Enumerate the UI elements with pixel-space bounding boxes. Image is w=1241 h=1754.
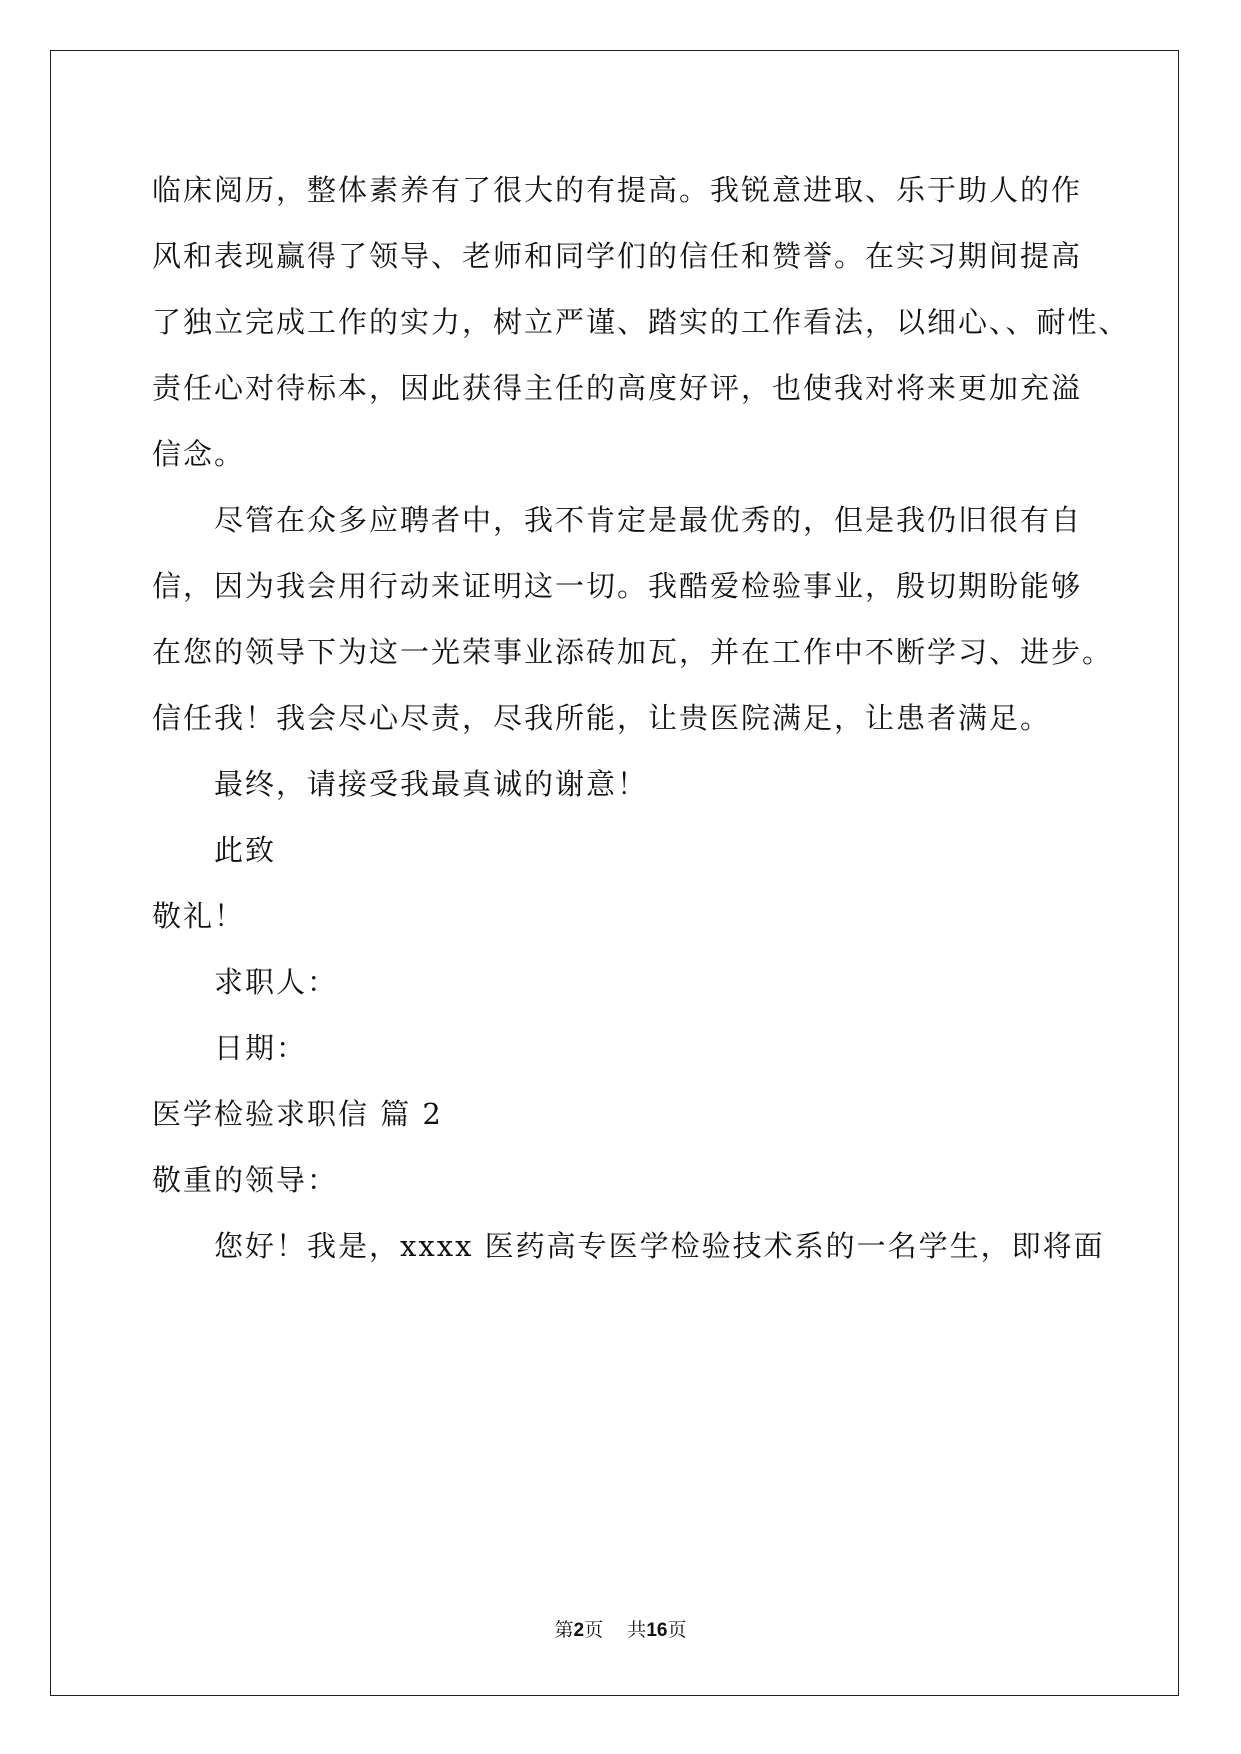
total-unit: 页	[667, 1619, 687, 1641]
text-line: 尽管在众多应聘者中，我不肯定是最优秀的，但是我仍旧很有自	[214, 503, 1083, 537]
text-line: 敬礼！	[152, 899, 246, 933]
total-pages: 16	[646, 1620, 668, 1641]
text-line: 求职人：	[214, 965, 339, 999]
text-line: 在您的领导下为这一光荣事业添砖加瓦，并在工作中不断学习、进步。	[152, 635, 1114, 669]
text-line: 临床阅历，整体素养有了很大的有提高。我锐意进取、乐于助人的作	[152, 173, 1083, 207]
page-footer	[0, 1615, 1241, 1642]
text-line: 信念。	[152, 437, 246, 471]
text-line: 了独立完成工作的实力，树立严谨、踏实的工作看法，以细心、、耐性、	[152, 305, 1130, 339]
text-line: 信，因为我会用行动来证明这一切。我酷爱检验事业，殷切期盼能够	[152, 569, 1083, 603]
page-number: 2	[573, 1620, 585, 1641]
text-line: 您好！我是，xxxx 医药高专医学检验技术系的一名学生，即将面	[214, 1229, 1105, 1263]
text-line: 敬重的领导：	[152, 1163, 339, 1197]
text-line: 最终，请接受我最真诚的谢意！	[214, 767, 649, 801]
text-line: 信任我！我会尽心尽责，尽我所能，让贵医院满足，让患者满足。	[152, 701, 1052, 735]
page-unit: 页	[584, 1619, 604, 1641]
text-line: 此致	[214, 833, 277, 867]
text-line: 责任心对待标本，因此获得主任的高度好评，也使我对将来更加充溢	[152, 371, 1083, 405]
section-heading: 医学检验求职信 篇 2	[152, 1097, 443, 1131]
text-line: 风和表现赢得了领导、老师和同学们的信任和赞誉。在实习期间提高	[152, 239, 1083, 273]
total-prefix: 共	[627, 1619, 647, 1641]
page-prefix: 第	[554, 1619, 574, 1641]
text-line: 日期：	[214, 1031, 308, 1065]
page-border	[50, 50, 1179, 1696]
